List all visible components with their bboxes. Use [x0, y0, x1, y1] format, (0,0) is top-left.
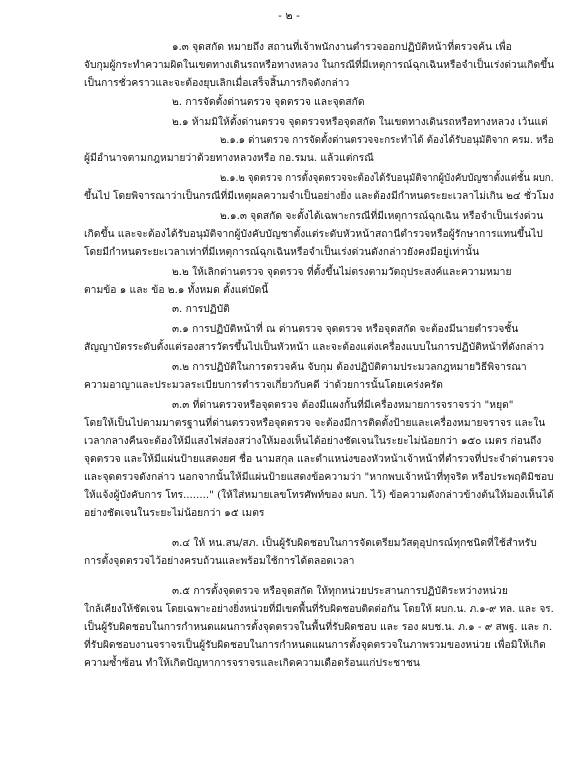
- paragraph-line: ๓.๓ ที่ด่านตรวจหรือจุดตรวจ ต้องมีแผงกั้นที่มีเครื่องหมายการจราจรว่า "หยุด": [172, 399, 514, 411]
- paragraph-line: ๓.๒ การปฏิบัติในการตรวจค้น จับกุม ต้องปฏิบัติตามประมวลกฎหมายวิธีพิจารณา: [172, 361, 527, 373]
- paragraph-line: ๒.๒ ให้เลิกด่านตรวจ จุดตรวจ ที่ตั้งขึ้นไม่ตรงตามวัตถุประสงค์และความหมาย: [172, 266, 512, 278]
- paragraph-line: จับกุมผู้กระทำความผิดในเขตทางเดินรถหรือทางหลวง ในกรณีที่มีเหตุการณ์ฉุกเฉินหรือจำเป็นเร่งด่วนเกิดขึ้น: [84, 59, 555, 71]
- paragraph-line: ขึ้นไป โดยพิจารณาว่าเป็นกรณีที่มีเหตุผลความจำเป็นอย่างยิ่ง และต้องมีกำหนดระยะเวลาไม่เกิน ๒๔ ชั่วโมง: [84, 190, 554, 202]
- paragraph-line: ๓.๔ ให้ หน.สน/สภ. เป็นผู้รับผิดชอบในการจัดเตรียมวัสดุอุปกรณ์ทุกชนิดที่ใช้สำหรับ: [172, 537, 537, 549]
- paragraph-line: ๓.๑ การปฏิบัติหน้าที่ ณ ด่านตรวจ จุดตรวจ หรือจุดสกัด จะต้องมีนายตำรวจชั้น: [172, 323, 519, 335]
- paragraph-line: ๓.๕ การตั้งจุดตรวจ หรือจุดสกัด ให้ทุกหน่วยประสานการปฏิบัติระหว่างหน่วย: [172, 585, 508, 597]
- paragraph-line: ใกล้เคียงให้ชัดเจน โดยเฉพาะอย่างยิ่งหน่วยที่มีเขตพื้นที่รับผิดชอบติดต่อกัน โดยให้ ผบก.น. ภ.๑-๙ ทล. และ จร.: [84, 603, 554, 615]
- paragraph-line: ตามข้อ ๑ และ ข้อ ๒.๑ ทั้งหมด ตั้งแต่บัดนี้: [84, 284, 269, 296]
- paragraph-line: สัญญาบัตรระดับตั้งแต่รองสารวัตรขึ้นไปเป็นหัวหน้า และจะต้องแต่งเครื่องแบบในการปฏิบัติหน้าที่ดังกล่าว: [84, 341, 545, 353]
- paragraph-line: ให้แจ้งผู้บังคับการ โทร........" (ให้ใส่หมายเลขโทรศัพท์ของ ผบก. ไว้) ข้อความดังกล่าวข้างต้นให้มองเห็นได้: [84, 489, 554, 501]
- paragraph-line: ผู้มีอำนาจตามกฎหมายว่าด้วยทางหลวงหรือ กอ.รมน. แล้วแต่กรณี: [84, 152, 374, 164]
- paragraph-line: โดยให้เป็นไปตามมาตรฐานที่ด่านตรวจหรือจุดตรวจ จะต้องมีการติดตั้งป้ายและเครื่องหมายจราจร และใน: [84, 417, 546, 429]
- section-heading: ๓. การปฏิบัติ: [172, 303, 230, 315]
- paragraph-line: ๑.๓ จุดสกัด หมายถึง สถานที่เจ้าพนักงานตำรวจออกปฏิบัติหน้าที่ตรวจค้น เพื่อ: [172, 41, 512, 53]
- paragraph-line: และจุดตรวจดังกล่าว นอกจากนั้นให้มีแผ่นป้ายแสดงข้อความว่า "หากพบเจ้าหน้าที่ทุจริต หรือประพฤติมิชอบ: [84, 471, 554, 483]
- paragraph-line: เกิดขึ้น และจะต้องได้รับอนุมัติจากผู้บังคับบัญชาตั้งแต่ระดับหัวหน้าสถานีตำรวจหรือผู้รักษาการแทนขึ้นไป: [84, 228, 543, 240]
- paragraph-line: ความอาญาและประมวลระเบียบการตำรวจเกี่ยวกับคดี ว่าด้วยการนั้นโดยเคร่งครัด: [84, 379, 443, 391]
- paragraph-line: ๒.๑.๒ จุดตรวจ การตั้งจุดตรวจจะต้องได้รับอนุมัติจากผู้บังคับบัญชาตั้งแต่ชั้น ผบก.: [220, 172, 554, 184]
- paragraph-line: ที่รับผิดชอบงานจราจรเป็นผู้รับผิดชอบในการกำหนดแผนการตั้งจุดตรวจในภาพรวมของหน่วย เพื่อมิให้เกิด: [84, 639, 546, 651]
- paragraph-line: ๒.๑ ห้ามมิให้ตั้งด่านตรวจ จุดตรวจหรือจุดสกัด ในเขตทางเดินรถหรือทางหลวง เว้นแต่: [172, 116, 548, 128]
- paragraph-line: การตั้งจุดตรวจไว้อย่างครบถ้วนและพร้อมใช้การได้ตลอดเวลา: [84, 555, 355, 567]
- page-number: - ๒ -: [278, 9, 300, 22]
- paragraph-line: จุดตรวจ และให้มีแผ่นป้ายแสดงยศ ชื่อ นามสกุล และตำแหน่งของหัวหน้าเจ้าหน้าที่ตำรวจที่ประจำด่านตรวจ: [84, 453, 555, 465]
- section-heading: ๒. การจัดตั้งด่านตรวจ จุดตรวจ และจุดสกัด: [172, 96, 365, 108]
- paragraph-line: เวลากลางคืนจะต้องให้มีแสงไฟส่องสว่างให้มองเห็นได้อย่างชัดเจนในระยะไม่น้อยกว่า ๑๕๐ เมตร ก่อนถึง: [84, 435, 542, 447]
- paragraph-line: เป็นผู้รับผิดชอบในการกำหนดแผนการตั้งจุดตรวจในพื้นที่รับผิดชอบ และ รอง ผบช.น. ภ.๑ - ๙ สพฐ. และ ก.: [84, 621, 553, 633]
- paragraph-line: เป็นการชั่วคราวและจะต้องยุบเลิกเมื่อเสร็จสิ้นภารกิจดังกล่าว: [84, 77, 350, 89]
- paragraph-line: อย่างชัดเจนในระยะไม่น้อยกว่า ๑๕ เมตร: [84, 507, 265, 519]
- paragraph-line: ความซ้ำซ้อน ทำให้เกิดปัญหาการจราจรและเกิดความเดือดร้อนแก่ประชาชน: [84, 657, 420, 669]
- paragraph-line: ๒.๑.๑ ด่านตรวจ การจัดตั้งด่านตรวจจะกระทำได้ ต้องได้รับอนุมัติจาก ครม. หรือ: [220, 134, 554, 146]
- paragraph-line: ๒.๑.๓ จุดสกัด จะตั้งได้เฉพาะกรณีที่มีเหตุการณ์ฉุกเฉิน หรือจำเป็นเร่งด่วน: [220, 210, 544, 222]
- paragraph-line: โดยมีกำหนดระยะเวลาเท่าที่มีเหตุการณ์ฉุกเฉินหรือจำเป็นเร่งด่วนดังกล่าวยังคงมีอยู่เท่านั้น: [84, 246, 480, 258]
